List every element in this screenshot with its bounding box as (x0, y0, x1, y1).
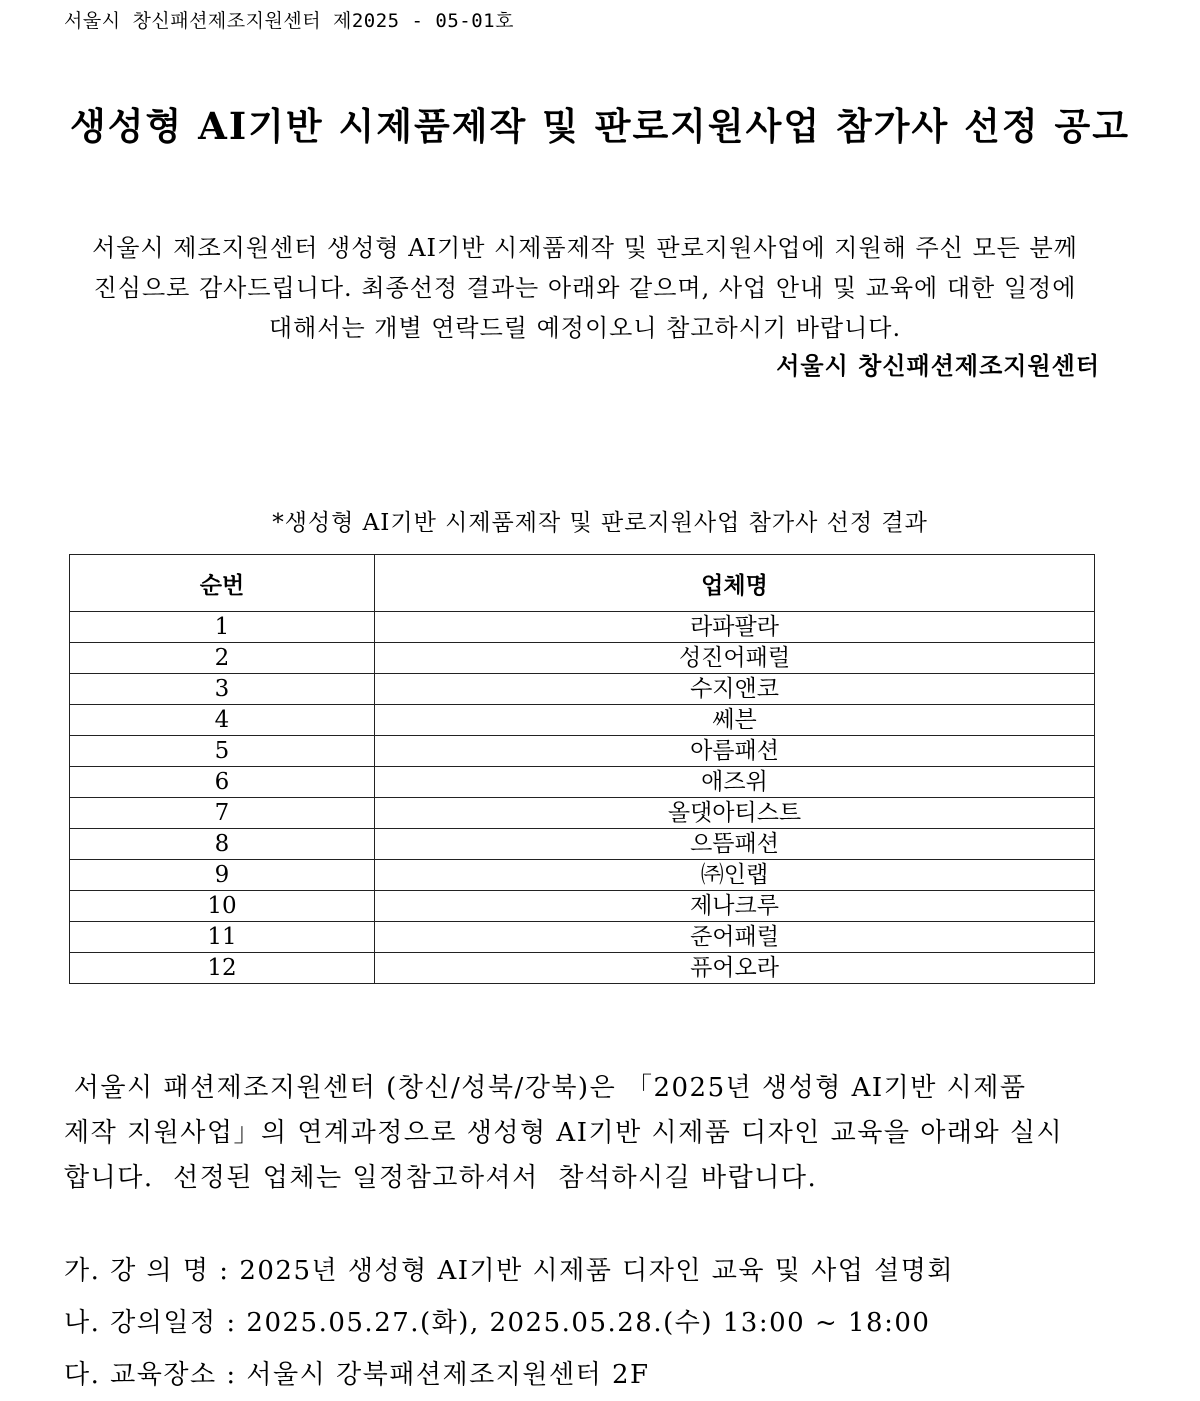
row-number: 2 (70, 643, 375, 674)
detail-value: 2025년 생성형 AI기반 시제품 디자인 교육 및 사업 설명회 (239, 1256, 954, 1286)
company-name: 라파팔라 (375, 612, 1095, 643)
selection-results-table (69, 554, 1095, 984)
column-header-company: 업체명 (375, 555, 1095, 612)
row-number: 7 (70, 798, 375, 829)
row-number: 5 (70, 736, 375, 767)
detail-course-name (64, 1245, 954, 1297)
table-row (70, 643, 1095, 674)
company-name: 제나크루 (375, 891, 1095, 922)
column-header-number: 순번 (70, 555, 375, 612)
intro-line: 대해서는 개별 연락드릴 예정이오니 참고하시기 바랍니다. (268, 314, 902, 342)
table-row (70, 891, 1095, 922)
table-row (70, 860, 1095, 891)
company-name: 애즈위 (375, 767, 1095, 798)
detail-value: 2025.05.27.(화), 2025.05.28.(수) 13:00 ~ 18:00 (246, 1308, 931, 1338)
issuer-signature: 서울시 창신패션제조지원센터 (776, 351, 1100, 380)
table-row (70, 953, 1095, 984)
table-row (70, 674, 1095, 705)
page-title: 생성형 AI기반 시제품제작 및 판로지원사업 참가사 선정 공고 (70, 104, 1130, 148)
detail-label: 다. 교육장소 : (64, 1360, 247, 1390)
body-line: 제작 지원사업」의 연계과정으로 생성형 AI기반 시제품 디자인 교육을 아래와 실시 (64, 1118, 1064, 1148)
detail-location (64, 1349, 954, 1401)
company-name: 올댓아티스트 (375, 798, 1095, 829)
table-caption: *생성형 AI기반 시제품제작 및 판로지원사업 참가사 선정 결과 (272, 510, 928, 536)
company-name: 으뜸패션 (375, 829, 1095, 860)
company-name: 퓨어오라 (375, 953, 1095, 984)
detail-label: 나. 강의일정 : (64, 1308, 247, 1338)
company-name: ㈜인랩 (375, 860, 1095, 891)
table-row (70, 612, 1095, 643)
company-name: 수지앤코 (375, 674, 1095, 705)
row-number: 4 (70, 705, 375, 736)
company-name: 쎄븐 (375, 705, 1095, 736)
table-row (70, 798, 1095, 829)
row-number: 1 (70, 612, 375, 643)
intro-paragraph (80, 228, 1090, 348)
row-number: 10 (70, 891, 375, 922)
intro-line: 진심으로 감사드립니다. 최종선정 결과는 아래와 같으며, 사업 안내 및 교육에 대한 일정에 (93, 274, 1077, 302)
row-number: 6 (70, 767, 375, 798)
document-number: 서울시 창신패션제조지원센터 제2025 - 05-01호 (64, 10, 514, 32)
company-name: 준어패럴 (375, 922, 1095, 953)
company-name: 성진어패럴 (375, 643, 1095, 674)
row-number: 8 (70, 829, 375, 860)
table-row (70, 767, 1095, 798)
intro-line: 서울시 제조지원센터 생성형 AI기반 시제품제작 및 판로지원사업에 지원해 주신 모든 분께 (92, 234, 1078, 262)
row-number: 11 (70, 922, 375, 953)
detail-label: 가. 강 의 명 : (64, 1256, 240, 1286)
row-number: 3 (70, 674, 375, 705)
table-row (70, 736, 1095, 767)
row-number: 9 (70, 860, 375, 891)
table-row (70, 922, 1095, 953)
detail-schedule (64, 1297, 954, 1349)
row-number: 12 (70, 953, 375, 984)
table-row (70, 705, 1095, 736)
education-notice-paragraph (64, 1066, 1104, 1201)
company-name: 아름패션 (375, 736, 1095, 767)
body-line: 합니다. 선정된 업체는 일정참고하셔서 참석하시길 바랍니다. (64, 1163, 818, 1193)
body-line: 서울시 패션제조지원센터 (창신/성북/강북)은 「2025년 생성형 AI기반 시제품 (64, 1073, 1027, 1103)
table-row (70, 829, 1095, 860)
table-header-row (70, 555, 1095, 612)
detail-value: 서울시 강북패션제조지원센터 2F (246, 1360, 650, 1390)
